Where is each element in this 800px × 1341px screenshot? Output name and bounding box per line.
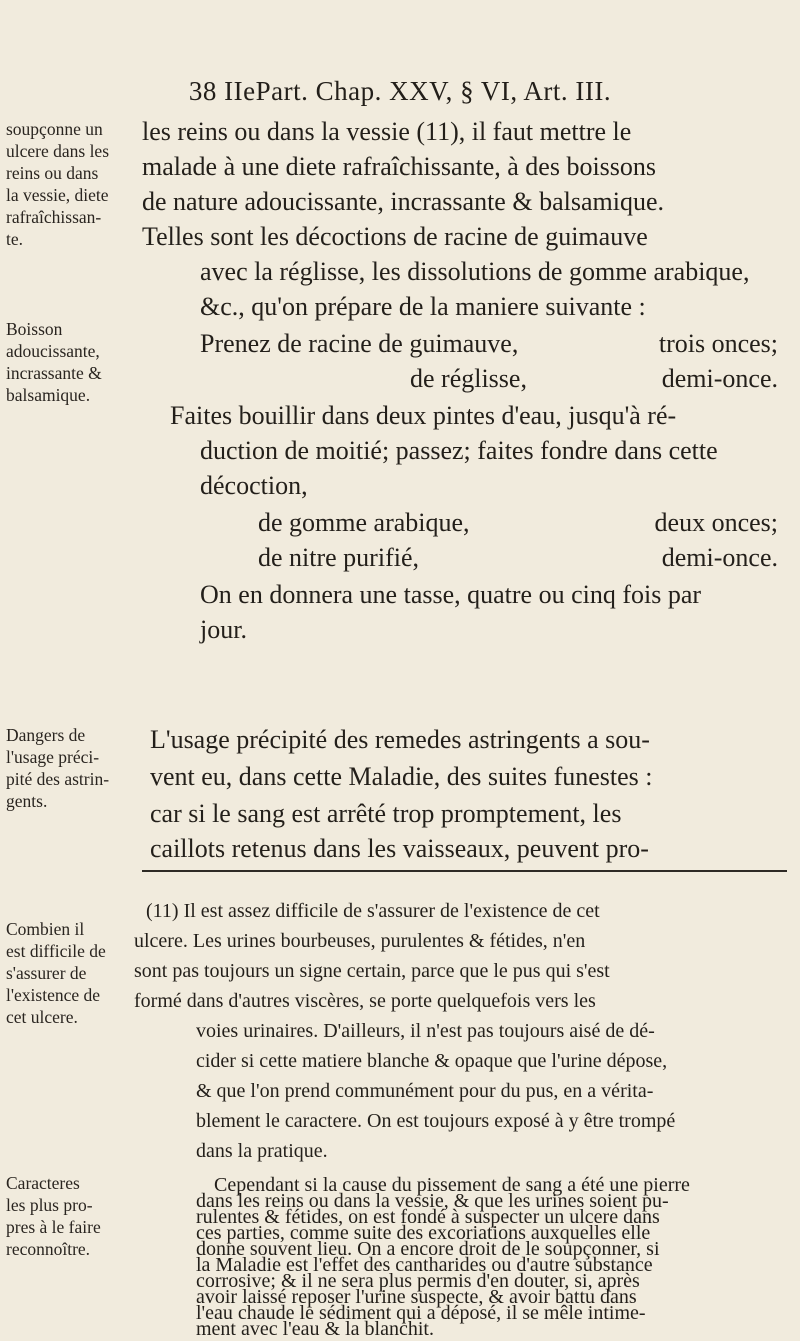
margin-line: Combien il	[6, 919, 85, 939]
recipe-ingredient: de gomme arabique,	[258, 508, 470, 537]
margin-line: incrassante &	[6, 363, 102, 383]
body-line: avec la réglisse, les dissolutions de gomme arabique,	[200, 257, 750, 286]
footnote-line: ulcere. Les urines bourbeuses, purulentes & fétides, n'en	[134, 930, 586, 952]
footnote-line: & que l'on prend communément pour du pus, en a vérita-	[196, 1080, 654, 1102]
margin-line: Dangers de	[6, 725, 86, 745]
margin-line: Caracteres	[6, 1173, 80, 1193]
footnote-line: avoir laissé reposer l'urine suspecte, & avoir battu dans	[196, 1286, 637, 1308]
footnote-line: (11) Il est assez difficile de s'assurer de l'existence de cet	[146, 900, 600, 922]
footnote-divider	[142, 870, 787, 872]
recipe-quantity: trois onces;	[658, 329, 778, 358]
footnote-line: Cependant si la cause du pissement de sang a été une pierre	[214, 1174, 690, 1196]
margin-line: pité des astrin-	[6, 769, 110, 789]
footnote-line: l'eau chaude le sédiment qui a déposé, il se mêle intime-	[196, 1302, 646, 1324]
footnote-line: formé dans d'autres viscères, se porte quelquefois vers les	[134, 990, 596, 1012]
margin-note-diete	[6, 118, 132, 250]
margin-line: ulcere dans les	[6, 141, 110, 161]
recipe-ingredient: de réglisse,	[410, 364, 527, 393]
footnote-line: ces parties, comme suite des excoriations auxquelles elle	[196, 1222, 651, 1244]
body-line: jour.	[200, 615, 247, 644]
margin-line: les plus pro-	[6, 1195, 93, 1215]
margin-line: l'existence de	[6, 985, 101, 1005]
footnote-line: sont pas toujours un signe certain, parce que le pus qui s'est	[134, 960, 610, 982]
recipe-quantity: deux onces;	[654, 508, 778, 537]
body-line: duction de moitié; passez; faites fondre dans cette	[200, 436, 718, 465]
margin-note-boisson	[6, 318, 132, 406]
footnote-line: dans les reins ou dans la vessie, & que les urines soient pu-	[196, 1190, 669, 1212]
footnote-line: ment avec l'eau & la blanchit.	[196, 1318, 434, 1340]
footnote-line: dans la pratique.	[196, 1140, 328, 1162]
footnote-line: rulentes & fétides, on est fondé à suspecter un ulcere dans	[196, 1206, 660, 1228]
margin-note-caracteres	[6, 1172, 132, 1260]
body-line: vent eu, dans cette Maladie, des suites funestes :	[150, 762, 653, 791]
recipe-ingredient: de nitre purifié,	[258, 543, 419, 572]
body-line: car si le sang est arrêté trop promptement, les	[150, 799, 622, 828]
margin-line: s'assurer de	[6, 963, 87, 983]
footnote-line: voies urinaires. D'ailleurs, il n'est pas toujours aisé de dé-	[196, 1020, 655, 1042]
margin-line: soupçonne un	[6, 119, 103, 139]
body-line: On en donnera une tasse, quatre ou cinq fois par	[200, 580, 702, 609]
margin-line: adoucissante,	[6, 341, 100, 361]
margin-line: reins ou dans	[6, 163, 99, 183]
body-line: malade à une diete rafraîchissante, à des boissons	[142, 152, 657, 181]
margin-line: Boisson	[6, 319, 63, 339]
margin-line: te.	[6, 229, 24, 249]
recipe-quantity: demi-once.	[661, 543, 778, 572]
margin-line: balsamique.	[6, 385, 91, 405]
footnote-line: cider si cette matiere blanche & opaque que l'urine dépose,	[196, 1050, 668, 1072]
margin-line: pres à le faire	[6, 1217, 101, 1237]
margin-line: reconnoître.	[6, 1239, 91, 1259]
margin-line: est difficile de	[6, 941, 106, 961]
body-line: Faites bouillir dans deux pintes d'eau, jusqu'à ré-	[170, 401, 677, 430]
footnote-line: donne souvent lieu. On a encore droit de le soupçonner, si	[196, 1238, 660, 1260]
margin-line: l'usage préci-	[6, 747, 100, 767]
footnote-line: corrosive; & il ne sera plus permis d'en douter, si, après	[196, 1270, 640, 1292]
footnote-line: blement le caractere. On est toujours exposé à y être trompé	[196, 1110, 676, 1132]
margin-line: cet ulcere.	[6, 1007, 78, 1027]
body-line: &c., qu'on prépare de la maniere suivante :	[200, 292, 646, 321]
margin-line: rafraîchissan-	[6, 207, 102, 227]
margin-line: gents.	[6, 791, 48, 811]
margin-line: la vessie, diete	[6, 185, 109, 205]
recipe-ingredient: Prenez de racine de guimauve,	[200, 329, 519, 358]
footnote-line: la Maladie est l'effet des cantharides ou d'autre substance	[196, 1254, 653, 1276]
margin-note-dangers	[6, 724, 132, 812]
body-line: Telles sont les décoctions de racine de guimauve	[142, 222, 648, 251]
body-line: décoction,	[200, 471, 308, 500]
body-line: caillots retenus dans les vaisseaux, peuvent pro-	[150, 834, 649, 863]
running-header: 38 IIePart. Chap. XXV, § VI, Art. III.	[188, 76, 612, 106]
body-line: les reins ou dans la vessie (11), il faut mettre le	[142, 117, 632, 146]
margin-note-combien	[6, 918, 132, 1028]
body-line: de nature adoucissante, incrassante & balsamique.	[142, 187, 664, 216]
body-line: L'usage précipité des remedes astringents a sou-	[150, 725, 650, 754]
recipe-quantity: demi-once.	[661, 364, 778, 393]
